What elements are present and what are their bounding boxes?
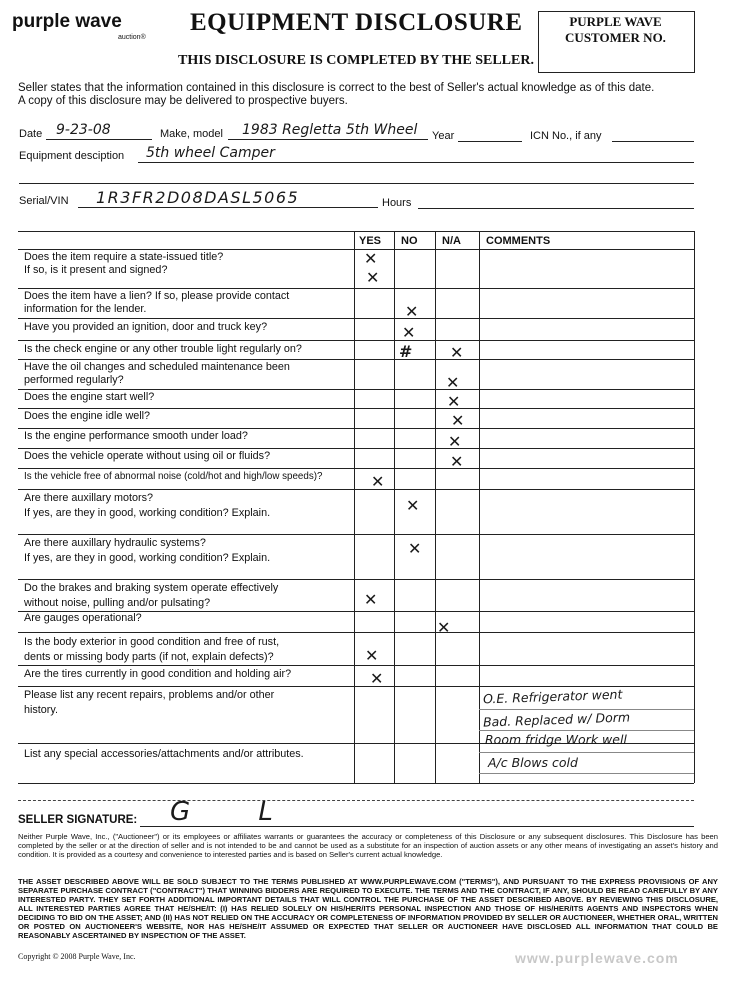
intro-line2: A copy of this disclosure may be delivered to prospective buyers.	[18, 95, 348, 107]
question-row: List any special accessories/attachments and/or attributes.	[24, 748, 304, 760]
make-model-field[interactable]: 1983 Regletta 5th Wheel	[242, 122, 418, 138]
table-row-divider	[18, 489, 694, 490]
comment-rule	[479, 709, 694, 710]
checkbox-mark[interactable]: ✕	[448, 432, 462, 451]
table-row-divider	[18, 468, 694, 469]
comment-line[interactable]: Room fridge Work well	[485, 732, 627, 747]
table-row-divider	[18, 340, 694, 341]
equipment-description-label: Equipment desciption	[19, 150, 125, 162]
customer-number-label	[548, 14, 683, 46]
date-line	[46, 139, 152, 140]
table-column-divider	[479, 231, 480, 783]
disclaimer-text: Neither Purple Wave, Inc., ("Auctioneer") or its employees or affiliates warrants or guarantees the accuracy or completeness of this Disclosure or any subsequent disclosures. This Disclosure has been completed by the seller or at the direction of seller and is not intended to be and cannot be used as a substitute for an inspection of auction assets or any other means of investigating an asset's history and condition. It is provided as a courtesy and convenience to interested parties and is based on Seller's current actual knowledge.	[18, 832, 718, 859]
table-row-divider	[18, 632, 694, 633]
comment-line[interactable]: A/c Blows cold	[488, 755, 578, 770]
serial-line	[78, 207, 378, 208]
seller-signature[interactable]: G L	[170, 797, 303, 827]
table-row-divider	[18, 249, 694, 250]
table-column-divider	[394, 231, 395, 783]
question-row: Does the vehicle operate without using oil or fluids?	[24, 450, 271, 462]
terms-text: THE ASSET DESCRIBED ABOVE WILL BE SOLD SUBJECT TO THE TERMS PUBLISHED AT WWW.PURPLEWAVE.COM ("TERMS"), AND PURSUANT TO THE EXPRESS PROVISIONS OF ANY SEPARATE PURCHASE CONTRACT ("CONTRACT") THAT WINNING BIDDERS ARE REQUIRED TO EXECUTE. THE TERMS AND THE CONTRACT, IF ANY, SHOULD BE READ CAREFULLY BY ANY INTERESTED PARTY. THEY SET FORTH ADDITIONAL IMPORTANT DETAILS THAT WILL CONTROL THE PURCHASE OF THE ASSET DESCRIBED ABOVE. BY REVIEWING THIS DISCLOSURE, ALL INTERESTED PARTIES AGREE THAT HE/SHE/IT: (I) HAS RELIED SOLELY ON HIS/HER/ITS PERSONAL INSPECTION AND THOSE OF HIS/HER/ITS AGENTS AND INSPECTORS WHEN DECIDING TO BID ON THE ASSET; AND (II) HAS NOT RELIED ON THE ACCURACY OR COMPLETENESS OF INFORMATION PROVIDED BY SELLER OR AUCTIONEER, WHETHER ORAL, WRITTEN OR POSTED ON AUCTIONEER'S WEBSITE, NOR HAS HE/SHE/IT ASSUMED OR EXPECTED THAT SELLER OR AUCTIONEER HAVE DISCLOSED ALL INFORMATION THAT COULD BE REASONABLY ASCERTAINED BY INSPECTION OF THE ASSET.	[18, 877, 718, 940]
question-row: Is the vehicle free of abnormal noise (cold/hot and high/low speeds)?	[24, 471, 323, 482]
equipment-description-line	[138, 162, 694, 163]
equipment-description-line-2	[19, 183, 694, 184]
section-separator	[18, 800, 694, 801]
question-row: Does the engine start well?	[24, 391, 155, 403]
comment-rule	[479, 730, 694, 731]
question-row: Does the engine idle well?	[24, 410, 151, 422]
scribbled-mark[interactable]: #	[399, 342, 413, 361]
question-row: Have the oil changes and scheduled maintenance been performed regularly?	[24, 361, 290, 386]
question-row: Is the check engine or any other trouble light regularly on?	[24, 343, 302, 355]
question-row: Do the brakes and braking system operate effectively without noise, pulling and/or pulsating?	[24, 582, 279, 609]
table-right-border	[694, 231, 695, 783]
table-row-divider	[18, 534, 694, 535]
copyright: Copyright © 2008 Purple Wave, Inc.	[18, 952, 136, 961]
table-row-divider	[18, 318, 694, 319]
table-row-divider	[18, 408, 694, 409]
seller-signature-label: SELLER SIGNATURE:	[18, 814, 138, 826]
year-label: Year	[432, 130, 455, 142]
checkbox-mark[interactable]: ✕	[447, 392, 461, 411]
icn-line	[612, 141, 694, 142]
watermark: www.purplewave.com	[515, 950, 679, 966]
checkbox-mark[interactable]: ✕	[450, 452, 464, 471]
table-row-divider	[18, 579, 694, 580]
checkbox-mark[interactable]: ✕	[364, 590, 378, 609]
checkbox-mark[interactable]: ✕	[437, 618, 451, 637]
question-row: Is the body exterior in good condition and free of rust, dents or missing body parts (if not, explain defects)?	[24, 636, 280, 663]
comment-line[interactable]: Bad. Replaced w/ Dorm	[482, 709, 631, 730]
customer-number-label-line2: CUSTOMER NO.	[565, 30, 666, 45]
table-row-divider	[18, 665, 694, 666]
comment-rule	[479, 752, 694, 753]
question-row: Does the item require a state-issued title? If so, is it present and signed?	[24, 251, 224, 276]
column-header-na: N/A	[442, 235, 461, 247]
hours-line	[418, 208, 694, 209]
checkbox-mark[interactable]: ✕	[406, 496, 420, 515]
serial-field[interactable]: 1R3FR2D08DASL5065	[96, 188, 300, 207]
question-row: Are there auxillary motors? If yes, are they in good, working condition? Explain.	[24, 492, 271, 519]
hours-label: Hours	[382, 197, 412, 209]
icn-label: ICN No., if any	[530, 130, 602, 142]
customer-number-label-line1: PURPLE WAVE	[569, 14, 662, 29]
checkbox-mark[interactable]: ✕	[451, 411, 465, 430]
equipment-description-field[interactable]: 5th wheel Camper	[146, 145, 275, 161]
question-row: Are there auxillary hydraulic systems? If yes, are they in good, working condition? Explain.	[24, 537, 271, 564]
logo-subtext: auction®	[118, 34, 146, 41]
table-row-divider	[18, 359, 694, 360]
checkbox-mark[interactable]: ✕	[402, 323, 416, 342]
table-row-divider	[18, 448, 694, 449]
table-row-divider	[18, 428, 694, 429]
column-header-comments: COMMENTS	[486, 235, 551, 247]
table-row-divider	[18, 288, 694, 289]
checkbox-mark[interactable]: ✕	[370, 669, 384, 688]
checkbox-mark[interactable]: ✕	[365, 646, 379, 665]
serial-label: Serial/VIN	[19, 195, 69, 207]
question-row: Is the engine performance smooth under load?	[24, 430, 248, 442]
page-subtitle: THIS DISCLOSURE IS COMPLETED BY THE SELLER.	[178, 53, 534, 68]
checkbox-mark[interactable]: ✕	[371, 472, 385, 491]
checkbox-mark[interactable]: ✕	[450, 343, 464, 362]
checkbox-mark[interactable]: ✕	[405, 302, 419, 321]
table-border	[18, 783, 694, 784]
year-line	[458, 141, 522, 142]
column-header-no: NO	[401, 235, 418, 247]
checkbox-mark[interactable]: ✕	[408, 539, 422, 558]
checkbox-mark[interactable]: ✕	[366, 268, 380, 287]
make-model-label: Make, model	[160, 128, 223, 140]
make-model-line	[228, 139, 428, 140]
question-row: Have you provided an ignition, door and truck key?	[24, 321, 268, 333]
page-title: EQUIPMENT DISCLOSURE	[190, 9, 523, 36]
checkbox-mark[interactable]: ✕	[364, 249, 378, 268]
table-row-divider	[18, 389, 694, 390]
intro-text	[18, 82, 718, 108]
checkbox-mark[interactable]: ✕	[446, 373, 460, 392]
comment-rule	[479, 773, 694, 774]
comment-line[interactable]: O.E. Refrigerator went	[482, 686, 623, 707]
question-row: Does the item have a lien? If so, please provide contact information for the lender.	[24, 290, 290, 315]
table-column-divider	[354, 231, 355, 783]
question-row: Please list any recent repairs, problems and/or other history.	[24, 689, 275, 716]
question-row: Are the tires currently in good condition and holding air?	[24, 668, 292, 680]
logo-text: purple wave	[12, 11, 122, 32]
intro-line1: Seller states that the information contained in this disclosure is correct to the best of Seller's actual knowledge as of this date.	[18, 82, 655, 94]
date-label: Date	[19, 128, 43, 140]
question-row: Are gauges operational?	[24, 612, 142, 624]
table-column-divider	[435, 231, 436, 783]
date-field[interactable]: 9-23-08	[56, 122, 111, 138]
table-border	[18, 231, 694, 232]
column-header-yes: YES	[359, 235, 382, 247]
